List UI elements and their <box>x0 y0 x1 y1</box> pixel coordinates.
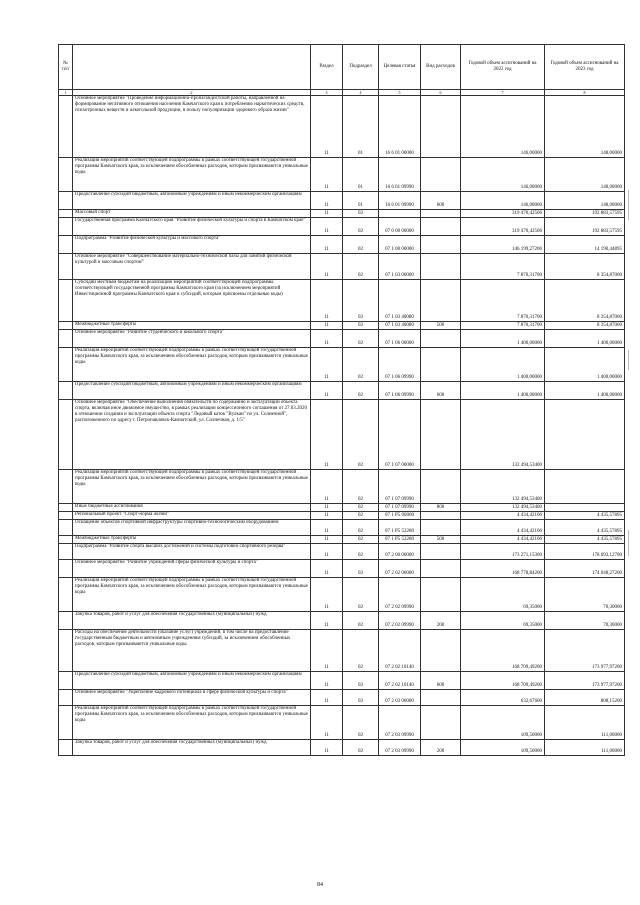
expense-type-cell <box>421 690 461 706</box>
volume-2023-cell: 192 883,57595 <box>545 210 625 218</box>
target-article-cell: 16 6 01 09990 <box>379 192 421 210</box>
row-name-cell: Реализация мероприятий соответствующей подпрограммы в рамках соответствующей государственной программы Камчатского края, за исключением обособленных расходов, которым присваиваются уникальные коды <box>73 706 311 740</box>
row-number-cell <box>59 512 73 520</box>
expense-type-cell: 600 <box>421 192 461 210</box>
volume-2022-cell: 146 199,27206 <box>461 236 545 254</box>
column-number: 2 <box>73 90 311 96</box>
target-article-cell: 07 2 02 10140 <box>379 630 421 672</box>
podrazdel-cell: 02 <box>343 706 379 740</box>
volume-2022-cell: 1 400,00000 <box>461 348 545 382</box>
podrazdel-cell: 02 <box>343 690 379 706</box>
target-article-cell: 07 2 03 09990 <box>379 706 421 740</box>
row-name-cell: Массовый спорт <box>73 210 311 218</box>
razdel-cell: 11 <box>311 520 343 536</box>
razdel-cell: 11 <box>311 330 343 348</box>
razdel-cell: 11 <box>311 254 343 280</box>
target-article-cell <box>379 210 421 218</box>
table-row <box>59 330 625 348</box>
volume-2022-cell: 168 778,84200 <box>461 560 545 578</box>
razdel-cell: 11 <box>311 400 343 470</box>
target-article-cell: 07 1 P5 00000 <box>379 512 421 520</box>
table-row <box>59 470 625 504</box>
expense-type-cell: 800 <box>421 504 461 512</box>
table-row <box>59 382 625 400</box>
target-article-cell: 07 1 06 00000 <box>379 330 421 348</box>
row-name-cell: Государственная программа Камчатского края "Развитие физической культуры и спорта в Камчатском крае" <box>73 218 311 236</box>
row-number-cell <box>59 382 73 400</box>
table-row <box>59 520 625 536</box>
razdel-cell: 11 <box>311 578 343 612</box>
row-number-cell <box>59 158 73 192</box>
podrazdel-cell: 02 <box>343 322 379 330</box>
volume-2023-cell: 1 400,00000 <box>545 330 625 348</box>
volume-2023-cell: 173 977,97200 <box>545 672 625 690</box>
target-article-cell: 07 1 06 09990 <box>379 382 421 400</box>
razdel-cell: 11 <box>311 280 343 322</box>
razdel-cell: 11 <box>311 544 343 560</box>
row-number-cell <box>59 706 73 740</box>
podrazdel-cell: 02 <box>343 348 379 382</box>
row-name-cell: Основное мероприятие "Проведение информационно-пропагандистской работы, направленной на формирование негативного отношения населения Камчатского края к потреблению наркотических средств, психотропных веществ и алкогольной продукции, в пользу популяризации здорового образа жизни" <box>73 96 311 158</box>
razdel-cell: 11 <box>311 322 343 330</box>
expense-type-cell <box>421 512 461 520</box>
column-number: 5 <box>379 90 421 96</box>
table-row <box>59 254 625 280</box>
razdel-cell: 11 <box>311 504 343 512</box>
volume-2023-cell: 70,30000 <box>545 612 625 630</box>
budget-table <box>58 44 625 756</box>
expense-type-cell <box>421 348 461 382</box>
row-name-cell: Закупка товаров, работ и услуг для обеспечения государственных (муниципальных) нужд <box>73 612 311 630</box>
podrazdel-cell: 02 <box>343 254 379 280</box>
target-article-cell: 16 6 01 09990 <box>379 158 421 192</box>
expense-type-cell <box>421 400 461 470</box>
expense-type-cell: 200 <box>421 612 461 630</box>
razdel-cell: 11 <box>311 470 343 504</box>
target-article-cell: 07 2 02 09990 <box>379 612 421 630</box>
volume-2022-cell: 146,00000 <box>461 192 545 210</box>
podrazdel-cell: 01 <box>343 158 379 192</box>
volume-2023-cell: 148,00000 <box>545 96 625 158</box>
razdel-cell: 11 <box>311 672 343 690</box>
header-expense-type: Вид расходов <box>421 45 461 90</box>
header-number: № п/п <box>59 45 73 90</box>
table-row <box>59 504 625 512</box>
target-article-cell: 07 2 02 00000 <box>379 560 421 578</box>
volume-2023-cell: 173 977,97200 <box>545 630 625 672</box>
target-article-cell: 07 2 00 00000 <box>379 544 421 560</box>
row-name-cell: Реализация мероприятий соответствующей подпрограммы в рамках соответствующей государственной программы Камчатского края, за исключением обособленных расходов, которым присваиваются уникальные коды <box>73 348 311 382</box>
podrazdel-cell: 02 <box>343 504 379 512</box>
expense-type-cell <box>421 520 461 536</box>
volume-2023-cell: 8 354,87000 <box>545 280 625 322</box>
volume-2022-cell: 319 470,42506 <box>461 210 545 218</box>
volume-2022-cell: 132 494,53400 <box>461 400 545 470</box>
podrazdel-cell: 02 <box>343 218 379 236</box>
header-volume-2023: Годовой объем ассигнований на 2023 год <box>545 45 625 90</box>
volume-2022-cell: 146,00000 <box>461 158 545 192</box>
podrazdel-cell: 02 <box>343 400 379 470</box>
row-number-cell <box>59 470 73 504</box>
razdel-cell: 11 <box>311 236 343 254</box>
column-number: 3 <box>311 90 343 96</box>
row-name-cell: Основное мероприятие "Укрепление кадрового потенциала в сфере физической культуры и спорта" <box>73 690 311 706</box>
row-name-cell: Закупка товаров, работ и услуг для обеспечения государственных (муниципальных) нужд <box>73 740 311 756</box>
row-name-cell: Иные бюджетные ассигнования <box>73 504 311 512</box>
volume-2022-cell: 319 470,42506 <box>461 218 545 236</box>
expense-type-cell: 500 <box>421 322 461 330</box>
razdel-cell: 11 <box>311 512 343 520</box>
expense-type-cell <box>421 158 461 192</box>
row-name-cell: Предоставление субсидий бюджетным, автономным учреждениям и иным некоммерческим организациям <box>73 192 311 210</box>
volume-2022-cell: 173 271,15300 <box>461 544 545 560</box>
row-name-cell: Расходы на обеспечение деятельности (оказание услуг) учреждений, в том числе на предоставление государственным бюджетным и автономным учреждениям субсидий, за исключением обособленных расходов, которым присваиваются уникальные коды <box>73 630 311 672</box>
target-article-cell: 07 1 03 00000 <box>379 254 421 280</box>
expense-type-cell <box>421 236 461 254</box>
podrazdel-cell: 02 <box>343 520 379 536</box>
expense-type-cell <box>421 218 461 236</box>
table-row <box>59 400 625 470</box>
razdel-cell: 11 <box>311 690 343 706</box>
razdel-cell: 11 <box>311 218 343 236</box>
page-number: 84 <box>317 882 323 888</box>
column-number: 4 <box>343 90 379 96</box>
header-volume-2022: Годовой объем ассигнований на 2022 год <box>461 45 545 90</box>
table-row <box>59 578 625 612</box>
row-name-cell: Реализация мероприятий соответствующей подпрограммы в рамках соответствующей государственной программы Камчатского края, за исключением обособленных расходов, которым присваиваются уникальные коды <box>73 578 311 612</box>
podrazdel-cell: 02 <box>343 612 379 630</box>
table-row <box>59 322 625 330</box>
row-name-cell: Основное мероприятие "Развитие учреждений сферы физической культуры и спорта" <box>73 560 311 578</box>
podrazdel-cell: 02 <box>343 672 379 690</box>
target-article-cell: 07 0 00 00000 <box>379 218 421 236</box>
column-number: 7 <box>461 90 545 96</box>
volume-2023-cell: 1 400,00000 <box>545 348 625 382</box>
row-number-cell <box>59 236 73 254</box>
volume-2022-cell: 1 400,00000 <box>461 330 545 348</box>
budget-document <box>58 44 624 756</box>
table-row <box>59 158 625 192</box>
row-number-cell <box>59 578 73 612</box>
volume-2023-cell: 8 354,87000 <box>545 254 625 280</box>
expense-type-cell <box>421 706 461 740</box>
row-number-cell <box>59 280 73 322</box>
volume-2022-cell: 69,35000 <box>461 578 545 612</box>
row-number-cell <box>59 520 73 536</box>
row-number-cell <box>59 740 73 756</box>
scan-edge-marks <box>626 150 632 600</box>
row-number-cell <box>59 254 73 280</box>
razdel-cell: 11 <box>311 536 343 544</box>
row-name-cell: Оснащение объектов спортивной инфраструктуры спортивно-технологическим оборудованием <box>73 520 311 536</box>
target-article-cell: 07 1 06 09990 <box>379 348 421 382</box>
column-number: 6 <box>421 90 461 96</box>
row-name-cell: Основное мероприятие "Совершенствование материально-технической базы для занятий физической культурой и массовым спортом" <box>73 254 311 280</box>
row-number-cell <box>59 544 73 560</box>
target-article-cell: 07 1 00 00000 <box>379 236 421 254</box>
expense-type-cell <box>421 544 461 560</box>
podrazdel-cell: 02 <box>343 382 379 400</box>
row-number-cell <box>59 504 73 512</box>
volume-2023-cell <box>545 470 625 504</box>
column-number: 8 <box>545 90 625 96</box>
row-name-cell: Межбюджетные трансферты <box>73 322 311 330</box>
volume-2022-cell: 1 400,00000 <box>461 382 545 400</box>
row-name-cell: Реализация мероприятий соответствующей подпрограммы в рамках соответствующей государственной программы Камчатского края, за исключением обособленных расходов, которым присваиваются уникальные коды <box>73 470 311 504</box>
razdel-cell: 11 <box>311 612 343 630</box>
volume-2023-cell: 192 883,57595 <box>545 218 625 236</box>
expense-type-cell: 600 <box>421 672 461 690</box>
volume-2023-cell <box>545 400 625 470</box>
volume-2023-cell: 4 435,57895 <box>545 536 625 544</box>
volume-2023-cell: 4 435,57895 <box>545 520 625 536</box>
podrazdel-cell: 02 <box>343 578 379 612</box>
target-article-cell: 07 2 02 10140 <box>379 672 421 690</box>
volume-2022-cell: 132 494,53400 <box>461 470 545 504</box>
row-number-cell <box>59 612 73 630</box>
volume-2023-cell: 14 190,44895 <box>545 236 625 254</box>
header-name <box>73 45 311 90</box>
volume-2023-cell: 148,00000 <box>545 192 625 210</box>
expense-type-cell: 600 <box>421 382 461 400</box>
target-article-cell: 07 2 03 00000 <box>379 690 421 706</box>
podrazdel-cell: 02 <box>343 536 379 544</box>
volume-2022-cell: 146,00000 <box>461 96 545 158</box>
row-number-cell <box>59 322 73 330</box>
row-name-cell: Основное мероприятие "Обеспечение выполнения обязательств по содержанию и эксплуатации объекта спорта, включая иное движимое имущество, в рамках реализации концессионного соглашения от 27.03.2020 в отношении создания и эксплуатации объекта спорта "Ледовый каток "Вулкан" по ул. Солнечной", расположенного по адресу г. Петропавловск-Камчатский, ул. Солнечная, д. 1/5" <box>73 400 311 470</box>
volume-2023-cell: 111,00000 <box>545 740 625 756</box>
target-article-cell: 07 1 P5 52280 <box>379 536 421 544</box>
podrazdel-cell: 02 <box>343 280 379 322</box>
table-row <box>59 544 625 560</box>
volume-2022-cell: 4 434,42106 <box>461 512 545 520</box>
volume-2023-cell: 174 048,27200 <box>545 560 625 578</box>
volume-2023-cell: 808,15200 <box>545 690 625 706</box>
table-row <box>59 740 625 756</box>
podrazdel-cell: 02 <box>343 630 379 672</box>
podrazdel-cell: 02 <box>343 740 379 756</box>
row-number-cell <box>59 672 73 690</box>
razdel-cell: 11 <box>311 210 343 218</box>
row-name-cell: Региональный проект "Спорт-норма жизни" <box>73 512 311 520</box>
table-row <box>59 672 625 690</box>
column-number: 1 <box>59 90 73 96</box>
razdel-cell: 11 <box>311 630 343 672</box>
podrazdel-cell: 02 <box>343 236 379 254</box>
volume-2022-cell: 7 870,31700 <box>461 322 545 330</box>
target-article-cell: 07 1 07 00000 <box>379 400 421 470</box>
podrazdel-cell: 01 <box>343 96 379 158</box>
target-article-cell: 07 1 07 09990 <box>379 504 421 512</box>
expense-type-cell <box>421 254 461 280</box>
row-number-cell <box>59 348 73 382</box>
razdel-cell: 11 <box>311 158 343 192</box>
podrazdel-cell: 02 <box>343 544 379 560</box>
razdel-cell: 11 <box>311 382 343 400</box>
row-number-cell <box>59 210 73 218</box>
row-number-cell <box>59 218 73 236</box>
table-row <box>59 348 625 382</box>
row-number-cell <box>59 536 73 544</box>
target-article-cell: 07 1 07 09990 <box>379 470 421 504</box>
razdel-cell: 11 <box>311 740 343 756</box>
volume-2023-cell: 8 354,87000 <box>545 322 625 330</box>
table-row <box>59 280 625 322</box>
header-podrazdel: Подраздел <box>343 45 379 90</box>
row-name-cell: Основное мероприятие "Развитие студенческого и школьного спорта" <box>73 330 311 348</box>
volume-2023-cell: 1 400,00000 <box>545 382 625 400</box>
table-row <box>59 690 625 706</box>
podrazdel-cell: 02 <box>343 330 379 348</box>
table-row <box>59 536 625 544</box>
table-row <box>59 612 625 630</box>
row-name-cell: Предоставление субсидий бюджетным, автономным учреждениям и иным некоммерческим организациям <box>73 382 311 400</box>
row-number-cell <box>59 560 73 578</box>
table-row <box>59 512 625 520</box>
volume-2023-cell <box>545 504 625 512</box>
expense-type-cell <box>421 578 461 612</box>
expense-type-cell <box>421 280 461 322</box>
table-row <box>59 192 625 210</box>
row-number-cell <box>59 330 73 348</box>
table-row <box>59 560 625 578</box>
table-row <box>59 630 625 672</box>
volume-2022-cell: 168 709,49200 <box>461 672 545 690</box>
podrazdel-cell: 02 <box>343 470 379 504</box>
expense-type-cell: 200 <box>421 740 461 756</box>
table-row <box>59 96 625 158</box>
expense-type-cell <box>421 96 461 158</box>
row-number-cell <box>59 192 73 210</box>
row-number-cell <box>59 96 73 158</box>
podrazdel-cell: 02 <box>343 512 379 520</box>
expense-type-cell <box>421 210 461 218</box>
razdel-cell: 11 <box>311 560 343 578</box>
target-article-cell: 07 2 03 09990 <box>379 740 421 756</box>
table-header-row <box>59 45 625 90</box>
razdel-cell: 11 <box>311 348 343 382</box>
volume-2022-cell: 109,50000 <box>461 706 545 740</box>
header-razdel: Раздел <box>311 45 343 90</box>
row-name-cell: Субсидии местным бюджетам на реализацию мероприятий соответствующей подпрограммы соответствующей государственной программы Камчатского края (за исключением мероприятий Инвестиционной программы Камчатского края и субсидий, которым присвоены отдельные коды) <box>73 280 311 322</box>
table-row <box>59 218 625 236</box>
row-name-cell: Подпрограмма "Развитие спорта высших достижений и системы подготовки спортивного резерва" <box>73 544 311 560</box>
row-number-cell <box>59 690 73 706</box>
row-name-cell: Подпрограмма "Развитие физической культуры и массового спорта" <box>73 236 311 254</box>
row-name-cell: Реализация мероприятий соответствующей подпрограммы в рамках соответствующей государственной программы Камчатского края, за исключением обособленных расходов, которым присваиваются уникальные коды <box>73 158 311 192</box>
target-article-cell: 07 2 02 09990 <box>379 578 421 612</box>
row-number-cell <box>59 400 73 470</box>
header-target-article: Целевая статья <box>379 45 421 90</box>
volume-2022-cell: 69,35000 <box>461 612 545 630</box>
volume-2022-cell: 4 434,42106 <box>461 520 545 536</box>
row-name-cell: Предоставление субсидий бюджетным, автономным учреждениям и иным некоммерческим организациям <box>73 672 311 690</box>
podrazdel-cell: 02 <box>343 560 379 578</box>
volume-2022-cell: 7 870,31700 <box>461 254 545 280</box>
volume-2022-cell: 109,50000 <box>461 740 545 756</box>
podrazdel-cell: 02 <box>343 210 379 218</box>
target-article-cell: 16 6 01 00000 <box>379 96 421 158</box>
volume-2023-cell: 148,00000 <box>545 158 625 192</box>
volume-2022-cell: 168 709,49200 <box>461 630 545 672</box>
volume-2022-cell: 132 494,53400 <box>461 504 545 512</box>
razdel-cell: 11 <box>311 706 343 740</box>
table-body <box>59 96 625 756</box>
volume-2023-cell: 178 693,12700 <box>545 544 625 560</box>
table-row <box>59 706 625 740</box>
volume-2022-cell: 632,67600 <box>461 690 545 706</box>
podrazdel-cell: 01 <box>343 192 379 210</box>
expense-type-cell <box>421 560 461 578</box>
expense-type-cell: 500 <box>421 536 461 544</box>
target-article-cell: 07 1 03 40080 <box>379 280 421 322</box>
table-row <box>59 236 625 254</box>
expense-type-cell <box>421 630 461 672</box>
razdel-cell: 11 <box>311 96 343 158</box>
expense-type-cell <box>421 470 461 504</box>
row-number-cell <box>59 630 73 672</box>
table-row <box>59 210 625 218</box>
target-article-cell: 07 1 P5 52280 <box>379 520 421 536</box>
volume-2023-cell: 4 435,57895 <box>545 512 625 520</box>
volume-2022-cell: 4 434,42106 <box>461 536 545 544</box>
volume-2023-cell: 111,00000 <box>545 706 625 740</box>
target-article-cell: 07 1 03 40080 <box>379 322 421 330</box>
volume-2023-cell: 70,30000 <box>545 578 625 612</box>
razdel-cell: 11 <box>311 192 343 210</box>
volume-2022-cell: 7 870,31700 <box>461 280 545 322</box>
expense-type-cell <box>421 330 461 348</box>
row-name-cell: Межбюджетные трансферты <box>73 536 311 544</box>
